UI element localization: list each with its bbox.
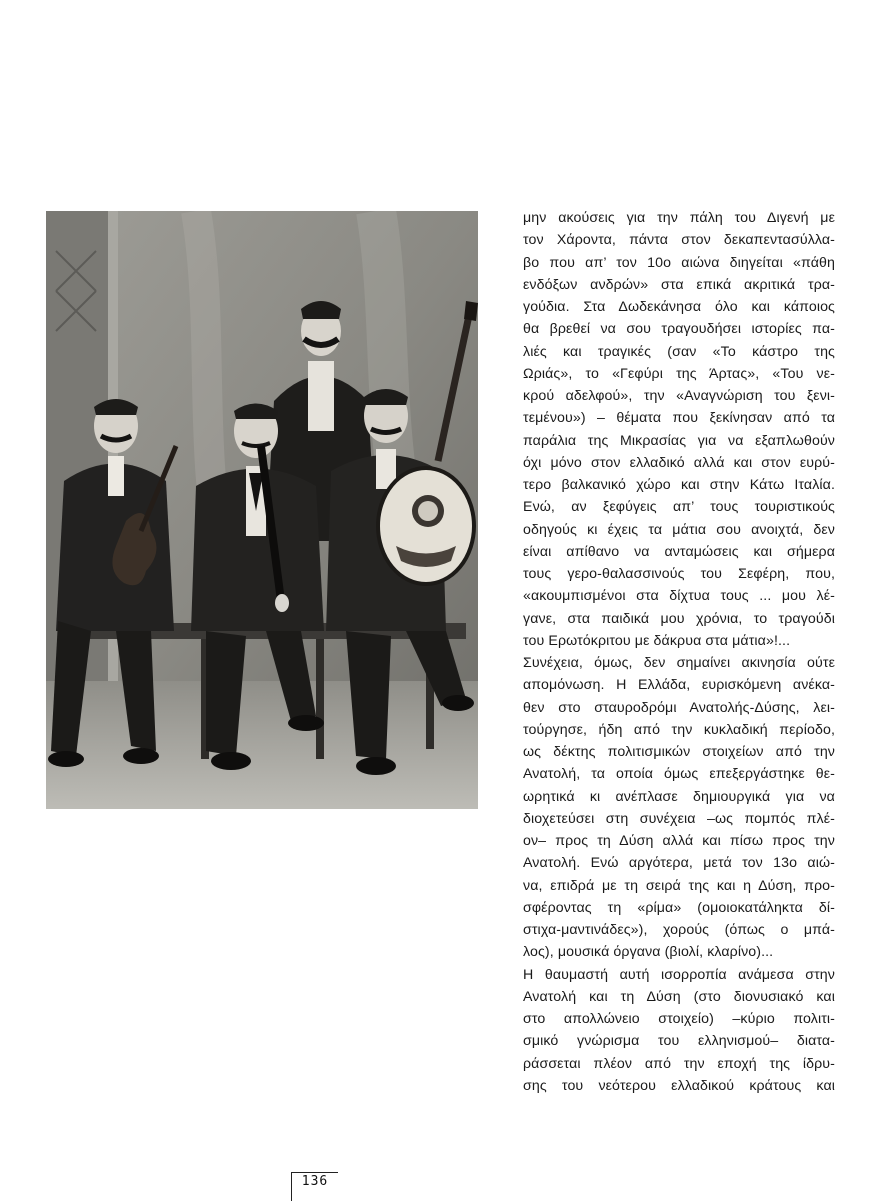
historical-photo-four-musicians-icon (46, 211, 478, 809)
text-line: βο που απ’ τον 10ο αιώνα διηγείται «πάθη (523, 254, 835, 271)
text-line: Ανατολή, τα οποία όμως επεξεργάστηκε θε- (523, 766, 835, 783)
text-line: λος), μουσικά όργανα (βιολί, κλαρίνο)... (523, 944, 774, 961)
text-line: στο απολλώνειο στοιχείο) –κύριο πολιτι- (523, 1011, 835, 1027)
text-line: τερο βαλκανικό χώρο και στην Κάτω Ιταλία. (523, 477, 835, 493)
text-line: Ανατολή και τη Δύση (στο διονυσιακό και (523, 988, 835, 1005)
text-line: οδηγούς κι έχεις τα μάτια σου ανοιχτά, δεν (523, 521, 835, 538)
text-line: στιχα-μαντινάδες»), χορούς (όπως ο μπά- (523, 922, 835, 938)
text-line: κρού αδελφού», την «Αναγνώριση του ξενι- (523, 388, 835, 404)
text-line: απομόνωση. Η Ελλάδα, ευρισκόμενη ανέκα- (523, 677, 835, 694)
text-line: γούδια. Στα Δωδεκάνησα όλο και κάποιος (523, 299, 835, 315)
text-line: μην ακούσεις για την πάλη του Διγενή με (523, 210, 835, 226)
text-line: Ανατολή. Ενώ αργότερα, μετά τον 13ο αιώ- (523, 855, 835, 872)
text-line: ράσσεται πλέον από την εποχή της ίδρυ- (523, 1055, 835, 1072)
text-line: «ακουμπισμένοι στα δίχτυα τους ... μου λέ- (523, 588, 835, 605)
text-line: τους γερο-θαλασσινούς του Σεφέρη, που, (523, 566, 835, 582)
text-line: λιές και τραγικές (σαν «Το κάστρο της (523, 343, 835, 360)
text-line: ενδόξων ανδρών» στα επικά ακριτικά τρα- (523, 276, 835, 293)
text-line: διοχετεύσει στη συνέχεια –ως πομπός πλέ- (523, 810, 835, 827)
text-line: παράλια της Μικρασίας για να εξαπλωθούν (523, 432, 835, 449)
text-line: ως δέκτης πολιτισμικών στοιχείων από την (523, 744, 835, 760)
text-line: του Ερωτόκριτου με δάκρυα στα μάτια»!... (523, 632, 791, 649)
text-line: τούργησε, ήδη από την κυκλαδική περίοδο, (523, 721, 835, 738)
text-line: Ωριάς», το «Γεφύρι της Άρτας», «Του νε- (523, 365, 835, 382)
text-line: τεμένου») – θέματα που ξεκίνησαν από τα (523, 410, 835, 427)
page-number-box (291, 1172, 338, 1201)
text-line: γανε, στα παιδικά μου χρόνια, το τραγούδι (523, 610, 835, 627)
text-line: ον– προς τη Δύση αλλά και πίσω προς την (523, 833, 835, 849)
body-text (523, 207, 835, 1097)
text-line: σφέροντας τη «ρίμα» (ομοιοκατάληκτα δί- (523, 899, 835, 916)
text-line: τον Χάροντα, πάντα στον δεκαπεντασύλλα- (523, 232, 835, 249)
text-line: σμικό γνώρισμα του ελληνισμού– διατα- (523, 1033, 835, 1050)
page-number: 136 (301, 1174, 329, 1189)
text-line: είναι απίθανο να ανταμώσεις και σήμερα (523, 543, 835, 560)
text-line: όχι μόνο στον ελλαδικό αλλά και στον ευρύ- (523, 454, 835, 471)
text-line: θεν στο σταυροδρόμι Ανατολής-Δύσης, λει- (523, 699, 835, 716)
text-line: Συνέχεια, όμως, δεν σημαίνει ακινησία ούτε (523, 655, 835, 671)
text-line: Ενώ, αν ξεφύγεις απ’ τους τουριστικούς (523, 499, 835, 516)
historical-photo (46, 211, 478, 809)
text-line: να, επιδρά με τη σειρά της και η Δύση, προ- (523, 877, 835, 894)
text-line: ωρητικά κι ανέπλασε δημιουργικά για να (523, 788, 835, 805)
text-line: θα βρεθεί να σου τραγουδήσει ιστορίες πα- (523, 321, 835, 338)
text-line: Η θαυμαστή αυτή ισορροπία ανάμεσα στην (523, 966, 835, 983)
text-line: σης του νεότερου ελλαδικού κράτους και (523, 1077, 835, 1094)
